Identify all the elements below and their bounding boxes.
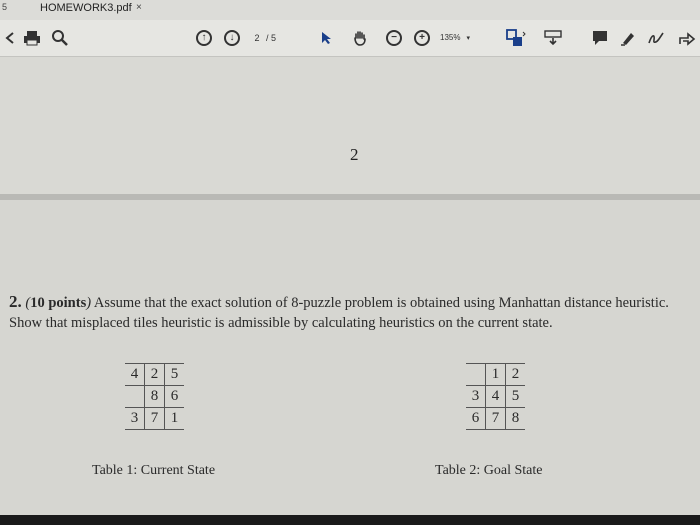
question-points: (10 points): [25, 295, 92, 311]
highlight-pen-icon[interactable]: [618, 26, 638, 50]
table-row: [125, 408, 184, 430]
close-tab-icon[interactable]: ×: [136, 2, 142, 13]
pdf-page-2: [0, 200, 700, 515]
tab-edge-text: 5: [2, 2, 8, 12]
table-cell: 7: [145, 408, 165, 430]
table-row: [125, 386, 184, 408]
question-number: 2.: [9, 292, 22, 311]
table-cell: 5: [506, 386, 526, 408]
table-cell: 3: [125, 408, 145, 430]
question-2: [9, 292, 699, 333]
table-cell: 1: [165, 408, 185, 430]
table-cell: [466, 364, 486, 386]
previous-page-icon[interactable]: ↑: [194, 26, 214, 50]
table-cell: [125, 386, 145, 408]
page-total: / 5: [266, 33, 277, 43]
page-indicator: [250, 30, 296, 46]
goal-state-table: [466, 363, 525, 430]
page-fit-icon[interactable]: [504, 26, 528, 50]
zoom-dropdown[interactable]: [440, 30, 492, 46]
table-cell: 4: [125, 364, 145, 386]
pdf-page-1: [0, 57, 700, 194]
zoom-value: 135%: [440, 33, 461, 42]
zoom-in-icon[interactable]: +: [412, 26, 432, 50]
comment-icon[interactable]: [590, 26, 610, 50]
hand-tool-icon[interactable]: [350, 26, 370, 50]
page-number: 2: [350, 145, 359, 164]
table-cell: 7: [486, 408, 506, 430]
screen-bezel: [0, 515, 700, 525]
document-tab[interactable]: [40, 0, 160, 20]
table-cell: 8: [145, 386, 165, 408]
document-tab-title: HOMEWORK3.pdf: [40, 2, 132, 14]
sign-icon[interactable]: [646, 26, 668, 50]
table-row: [466, 364, 525, 386]
table-row: [466, 408, 525, 430]
select-cursor-icon[interactable]: [318, 26, 336, 50]
table-cell: 2: [145, 364, 165, 386]
table-cell: 6: [466, 408, 486, 430]
tab-bar: [0, 0, 700, 20]
table-cell: 5: [165, 364, 185, 386]
table-cell: 1: [486, 364, 506, 386]
table-row: [466, 386, 525, 408]
chevron-down-icon: ▾: [466, 35, 470, 42]
print-icon[interactable]: [20, 26, 44, 50]
current-state-table: [125, 363, 184, 430]
share-icon[interactable]: [676, 26, 698, 50]
zoom-out-icon[interactable]: −: [384, 26, 404, 50]
goal-state-caption: Table 2: Goal State: [435, 463, 543, 478]
table-cell: 3: [466, 386, 486, 408]
current-state-caption: Table 1: Current State: [92, 463, 216, 478]
toolbar: [0, 20, 700, 57]
search-icon[interactable]: [48, 26, 72, 50]
keyboard-scroll-icon[interactable]: [542, 26, 564, 50]
back-arrow-icon[interactable]: [4, 26, 16, 50]
table-cell: 6: [165, 386, 185, 408]
table-cell: 2: [506, 364, 526, 386]
table-row: [125, 364, 184, 386]
table-cell: 4: [486, 386, 506, 408]
next-page-icon[interactable]: ↓: [222, 26, 242, 50]
table-cell: 8: [506, 408, 526, 430]
current-page-field[interactable]: 2: [254, 33, 260, 43]
question-text: Assume that the exact solution of 8-puzzle problem is obtained using Manhattan distance heuristic. Show that misplaced tiles heuristic is admissible by calculating heuristics on the current state.: [9, 295, 669, 331]
